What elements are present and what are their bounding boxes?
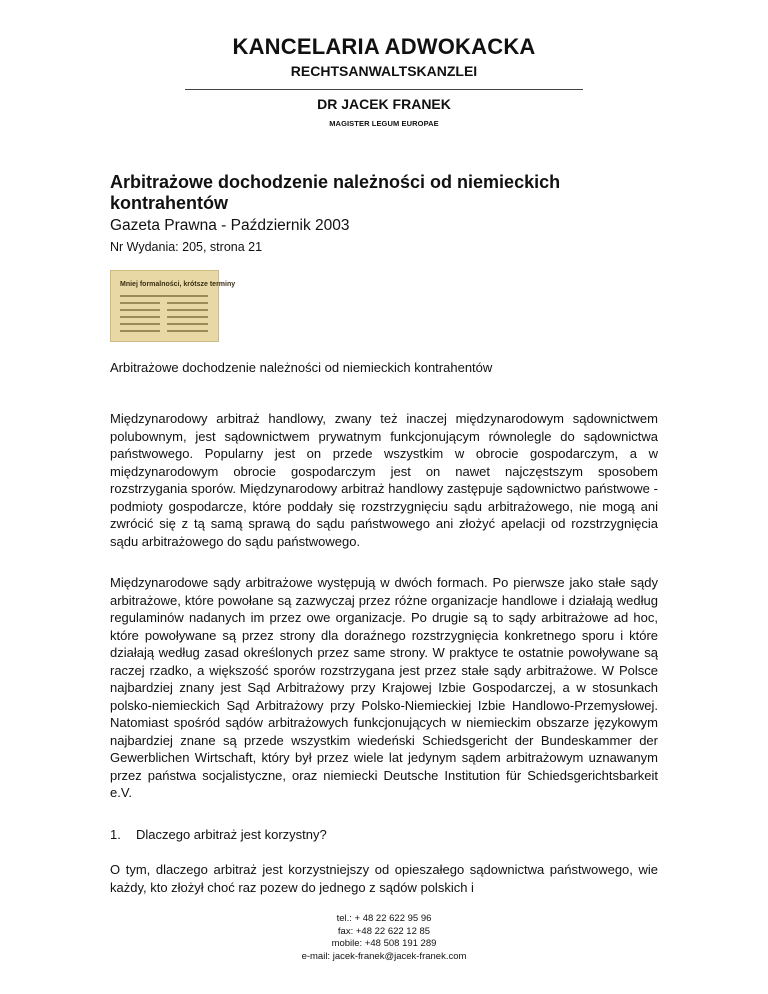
paragraph-arbitration-intro: Międzynarodowy arbitraż handlowy, zwany też inaczej międzynarodowym sądownictwem polubownym, jest sądownictwem prywatnym funkcjonującym równolegle do sądownictwa państwowego. Popularny jest on przede wszystkim w obrocie gospodarczym, a w międzynarodowym obrocie gospodarczym jest on nawet najczęstszym sposobem rozstrzygania sporów. Międzynarodowy arbitraż handlowy zastępuje sądownictwo państwowe - podmioty gospodarcze, które poddały się rozstrzygnięciu sądu arbitrażowego, nie mogą ani zwrócić się z tą samą sprawą do sądu państwowego ani złożyć apelacji od rozstrzygnięcia sądu arbitrażowego do sądu państwowego. — [110, 411, 658, 549]
footer-fax: fax: +48 22 622 12 85 — [337, 925, 431, 937]
article-source: Gazeta Prawna - Październik 2003 — [110, 217, 350, 234]
article-subheading: Arbitrażowe dochodzenie należności od niemieckich kontrahentów — [110, 360, 493, 375]
clipping-text-line — [167, 330, 208, 332]
footer-mobile: mobile: +48 508 191 289 — [331, 938, 437, 949]
clipping-text-line — [120, 309, 160, 311]
article-issue: Nr Wydania: 205, strona 21 — [110, 240, 263, 254]
clipping-text-line — [167, 309, 208, 311]
clipping-text-line — [120, 302, 160, 304]
clipping-text-line — [167, 302, 208, 304]
clipping-text-line — [120, 316, 160, 318]
list-item-text: Dlaczego arbitraż jest korzystny? — [136, 827, 327, 842]
clipping-text-line — [120, 330, 160, 332]
firm-name: KANCELARIA ADWOKACKA — [232, 34, 536, 59]
letterhead — [0, 34, 768, 80]
clipping-headline: Mniej formalności, krótsze terminy — [120, 281, 236, 288]
clipping-text-line — [167, 323, 208, 325]
paragraph-arbitration-forms: Międzynarodowe sądy arbitrażowe występują w dwóch formach. Po pierwsze jako stałe sądy arbitrażowe, które powołane są zazwyczaj przez różne organizacje handlowe i działają według regulaminów nadanych im przez owe organizacje. Po drugie są to sądy arbitrażowe ad hoc, które powoływane są przez strony dla doraźnego rozstrzygnięcia konkretnego sporu i które działają według zasad określonych przez same strony. W praktyce te ostatnie powoływane są raczej rzadko, a większość sporów rozstrzygana jest przez stałe sądy arbitrażowe. W Polsce najbardziej znany jest Sąd Arbitrażowy przy Krajowej Izbie Gospodarczej, a w stosunkach polsko-niemieckich Sąd Arbitrażowy przy Polsko-Niemieckiej Izbie Handlowo-Przemysłowej. Natomiast spośród sądów arbitrażowych funkcjonujących w niemieckim obszarze językowym najbardziej znane są przede wszystkim wiedeński Schiedsgericht der Bundeskammer der Gewerblichen Wirtschaft, który był przez wiele lat jedynym sądem arbitrażowym uznawanym przez państwa socjalistyczne, oraz niemiecki Deutsche Institution für Schiedsgerichtsbarkeit e.V. — [110, 575, 658, 800]
list-number: 1. — [110, 827, 121, 842]
clipping-text-line — [120, 323, 160, 325]
newspaper-clipping-thumbnail[interactable] — [110, 270, 236, 342]
clipping-text-line — [167, 316, 208, 318]
article-title: Arbitrażowe dochodzenie należności od niemieckich kontrahentów — [110, 172, 561, 213]
contact-footer — [0, 913, 768, 963]
paragraph-why-arbitration: O tym, dlaczego arbitraż jest korzystniejszy od opieszałego sądownictwa państwowego, wie każdy, kto złożył choć raz pozew do jednego z sądów polskich i — [110, 862, 658, 895]
footer-phone: tel.: + 48 22 622 95 96 — [336, 913, 432, 924]
footer-email[interactable]: e-mail: jacek-franek@jacek-franek.com — [301, 950, 467, 962]
clipping-text-line — [120, 295, 208, 297]
firm-name-german: RECHTSANWALTSKANZLEI — [290, 63, 478, 79]
lawyer-degree: MAGISTER LEGUM EUROPAE — [329, 119, 439, 128]
header-divider — [185, 89, 583, 90]
section-heading-why-arbitration — [110, 826, 327, 843]
lawyer-name: DR JACEK FRANEK — [317, 96, 451, 112]
